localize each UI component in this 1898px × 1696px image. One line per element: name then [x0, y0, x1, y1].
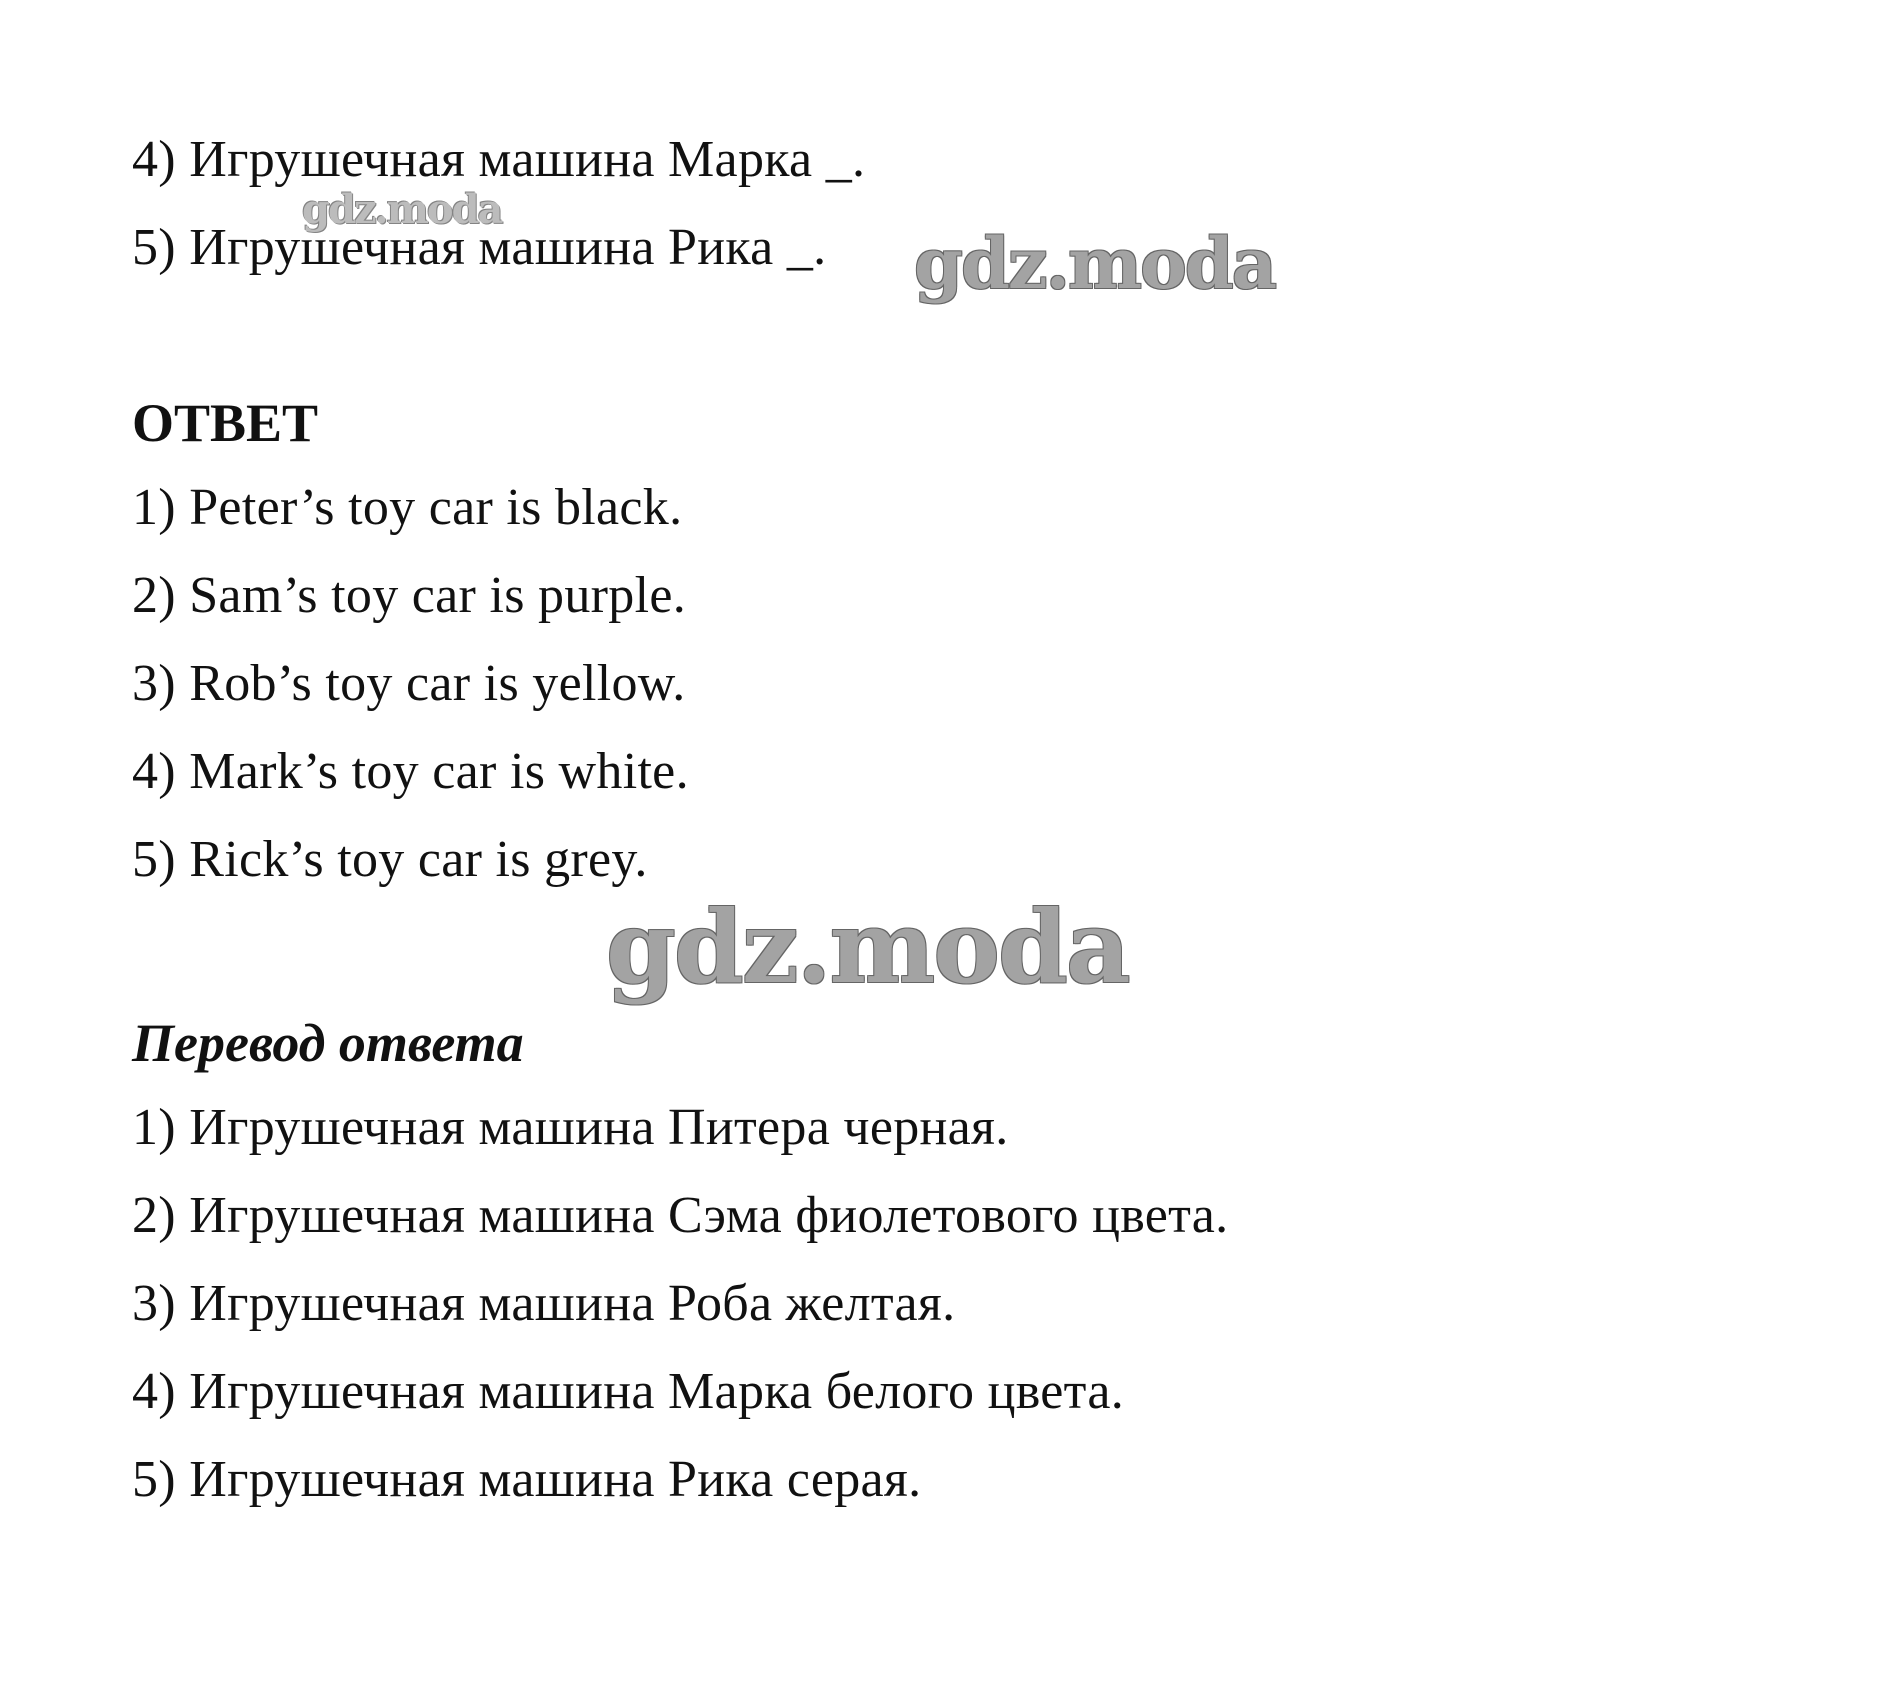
- translation-item-4: 4) Игрушечная машина Марка белого цвета.: [132, 1363, 1125, 1420]
- answer-item-4: 4) Mark’s toy car is white.: [132, 743, 689, 800]
- answer-heading: ОТВЕТ: [132, 393, 319, 453]
- translation-item-5: 5) Игрушечная машина Рика серая.: [132, 1451, 922, 1508]
- translation-item-2: 2) Игрушечная машина Сэма фиолетового цвета.: [132, 1187, 1229, 1244]
- task-item-5: 5) Игрушечная машина Рика _.: [132, 219, 827, 276]
- answer-item-2: 2) Sam’s toy car is purple.: [132, 567, 686, 624]
- watermark-mid: gdz.moda: [914, 222, 1276, 305]
- answer-item-3: 3) Rob’s toy car is yellow.: [132, 655, 686, 712]
- translation-heading: Перевод ответа: [132, 1013, 524, 1073]
- task-item-4: 4) Игрушечная машина Марка _.: [132, 131, 866, 188]
- watermark-small: gdz.moda: [302, 186, 502, 233]
- translation-item-3: 3) Игрушечная машина Роба желтая.: [132, 1275, 956, 1332]
- watermark-large: gdz.moda: [606, 888, 1129, 1006]
- translation-item-1: 1) Игрушечная машина Питера черная.: [132, 1099, 1009, 1156]
- answer-item-5: 5) Rick’s toy car is grey.: [132, 831, 648, 888]
- answer-item-1: 1) Peter’s toy car is black.: [132, 479, 683, 536]
